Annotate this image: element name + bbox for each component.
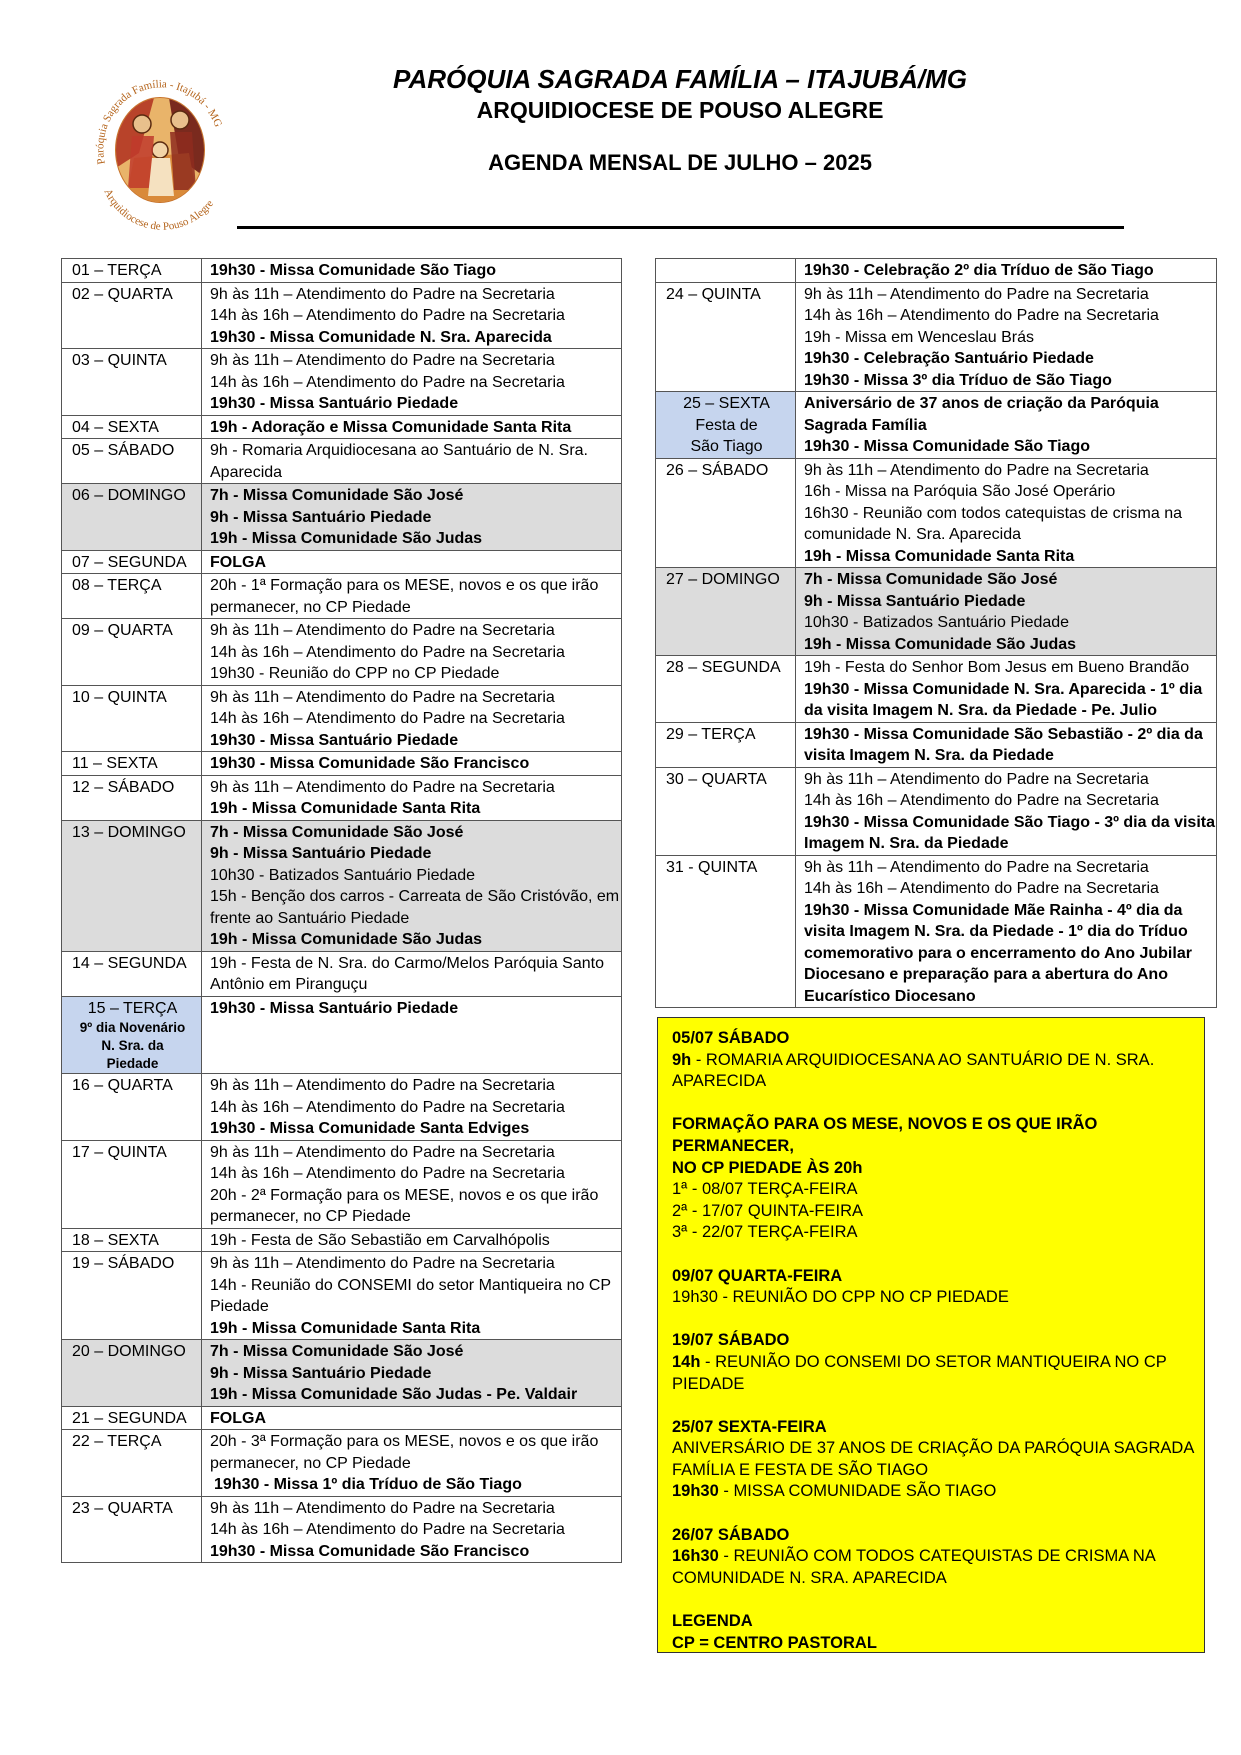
events-cell xyxy=(202,951,622,996)
events-cell xyxy=(796,259,1217,283)
event-line: 9h - Romaria Arquidiocesana ao Santuário de N. Sra. xyxy=(210,442,588,459)
day-label: 08 – TERÇA xyxy=(72,577,162,594)
highlight-block xyxy=(672,1330,1204,1395)
day-label: 24 – QUINTA xyxy=(666,285,761,303)
highlight-text: PIEDADE xyxy=(672,1374,745,1393)
header-divider xyxy=(237,226,1124,229)
highlight-line xyxy=(672,1330,1204,1352)
day-label: 03 – QUINTA xyxy=(72,352,167,369)
events-cell xyxy=(202,1496,622,1563)
archdiocese-title: ARQUIDIOCESE DE POUSO ALEGRE xyxy=(476,97,884,123)
event-line: 19h30 - Missa 3º dia Tríduo de São Tiago xyxy=(804,371,1112,389)
highlight-line xyxy=(672,1179,1204,1201)
event-line: 9h às 11h – Atendimento do Padre na Secretaria xyxy=(210,622,555,639)
agenda-title: AGENDA MENSAL DE JULHO – 2025 xyxy=(488,150,872,175)
agenda-row xyxy=(656,458,1217,568)
events-cell xyxy=(202,820,622,951)
highlight-line xyxy=(672,1028,1204,1050)
event-line: Diocesano e preparação para a abertura do Ano xyxy=(804,966,1168,983)
day-label: 25 – SEXTA xyxy=(683,395,770,412)
agenda-table-right xyxy=(655,258,1217,1008)
event-line: 9h - Missa Santuário Piedade xyxy=(210,845,432,862)
svg-text:Paróquia Sagrada Família - Ita: Paróquia Sagrada Família - Itajubá - MG xyxy=(94,78,225,166)
event-line: 14h às 16h – Atendimento do Padre na Secretaria xyxy=(210,643,565,661)
agenda-row xyxy=(62,439,622,484)
day-cell xyxy=(62,1252,202,1340)
agenda-row xyxy=(62,484,622,551)
event-line: Antônio em Piranguçu xyxy=(210,976,368,993)
day-cell xyxy=(62,259,202,283)
events-cell xyxy=(202,1430,622,1497)
day-note: São Tiago xyxy=(690,438,763,455)
event-line: 9h às 11h – Atendimento do Padre na Secretaria xyxy=(804,285,1149,303)
day-cell xyxy=(656,259,796,283)
day-cell xyxy=(62,1340,202,1407)
event-line: 19h30 - Missa Santuário Piedade xyxy=(210,731,459,749)
highlight-text: 14h xyxy=(672,1352,701,1371)
day-cell xyxy=(62,1140,202,1228)
event-line: 19h - Missa Comunidade São Judas xyxy=(210,931,483,948)
events-cell xyxy=(202,996,622,1074)
agenda-row xyxy=(62,1228,622,1252)
agenda-row xyxy=(62,550,622,574)
events-cell xyxy=(202,550,622,574)
event-line: 14h às 16h – Atendimento do Padre na Secretaria xyxy=(804,307,1159,324)
highlight-line xyxy=(672,1568,1204,1590)
agenda-row xyxy=(62,349,622,416)
events-cell xyxy=(202,1228,622,1252)
day-label: 09 – QUARTA xyxy=(72,622,173,639)
event-line: 19h - Missa Comunidade São Judas - Pe. Valdair xyxy=(210,1386,578,1403)
event-line: 7h - Missa Comunidade São José xyxy=(210,487,464,504)
day-cell xyxy=(62,619,202,686)
event-line: 9h - Missa Santuário Piedade xyxy=(804,592,1026,610)
agenda-row xyxy=(656,259,1217,283)
day-cell xyxy=(656,392,796,459)
highlight-block xyxy=(672,1114,1204,1244)
event-line: 19h30 - Missa Comunidade São Tiago xyxy=(210,262,496,279)
day-label: 28 – SEGUNDA xyxy=(666,659,781,676)
agenda-row xyxy=(62,1074,622,1141)
event-line: 19h30 - Missa Comunidade São Francisco xyxy=(210,755,530,772)
event-line: 19h30 - Celebração Santuário Piedade xyxy=(804,350,1094,367)
agenda-row xyxy=(62,996,622,1074)
day-cell xyxy=(62,282,202,349)
agenda-row xyxy=(656,722,1217,767)
highlight-block xyxy=(672,1417,1204,1503)
highlight-text: 25/07 SEXTA-FEIRA xyxy=(672,1417,827,1436)
day-cell xyxy=(656,458,796,568)
event-line: 14h às 16h – Atendimento do Padre na Secretaria xyxy=(210,373,565,391)
event-line: Eucarístico Diocesano xyxy=(804,987,976,1005)
day-cell xyxy=(62,685,202,752)
events-cell xyxy=(202,775,622,820)
events-cell xyxy=(202,1252,622,1340)
agenda-row xyxy=(62,259,622,283)
highlight-line xyxy=(672,1438,1204,1460)
events-cell xyxy=(202,349,622,416)
highlight-block xyxy=(672,1525,1204,1590)
day-label: 04 – SEXTA xyxy=(72,418,159,436)
event-line: FOLGA xyxy=(210,553,266,571)
event-line: visita Imagem N. Sra. da Piedade xyxy=(804,747,1054,764)
event-line: permanecer, no CP Piedade xyxy=(210,1454,411,1472)
highlight-line xyxy=(672,1525,1204,1547)
highlight-line xyxy=(672,1352,1204,1374)
event-line: da visita Imagem N. Sra. da Piedade - Pe. Julio xyxy=(804,702,1158,719)
highlight-text: - REUNIÃO DO CONSEMI DO SETOR MANTIQUEIRA NO CP xyxy=(700,1352,1167,1371)
highlight-line xyxy=(672,1417,1204,1439)
highlight-line xyxy=(672,1460,1204,1482)
highlight-line xyxy=(672,1546,1204,1568)
highlight-block xyxy=(672,1028,1204,1093)
agenda-table-left xyxy=(61,258,622,1563)
events-cell xyxy=(202,415,622,439)
event-line: 9h às 11h – Atendimento do Padre na Secretaria xyxy=(210,778,555,796)
highlight-line xyxy=(672,1287,1204,1309)
event-line: 9h às 11h – Atendimento do Padre na Secretaria xyxy=(210,1255,555,1272)
agenda-row xyxy=(656,855,1217,1008)
day-cell xyxy=(62,574,202,619)
agenda-row xyxy=(62,1340,622,1407)
event-line: 19h30 - Missa Comunidade N. Sra. Aparecida - 1º dia xyxy=(804,680,1203,698)
event-line: 14h - Reunião do CONSEMI do setor Mantiqueira no CP xyxy=(210,1276,612,1294)
agenda-row xyxy=(62,1406,622,1430)
event-line: permanecer, no CP Piedade xyxy=(210,1208,411,1225)
day-label: 11 – SEXTA xyxy=(72,755,158,772)
event-line: 19h - Missa Comunidade Santa Rita xyxy=(804,547,1075,565)
event-line: 14h às 16h – Atendimento do Padre na Secretaria xyxy=(210,1521,565,1538)
day-cell xyxy=(656,282,796,392)
events-cell xyxy=(202,752,622,776)
day-note: Piedade xyxy=(106,1056,159,1071)
event-line: 9h às 11h – Atendimento do Padre na Secretaria xyxy=(210,352,555,369)
agenda-row xyxy=(62,1496,622,1563)
events-cell xyxy=(202,1406,622,1430)
day-label: 19 – SÁBADO xyxy=(72,1255,175,1272)
agenda-row xyxy=(62,1252,622,1340)
highlight-block xyxy=(672,1266,1204,1309)
agenda-row xyxy=(656,568,1217,656)
event-line: 14h às 16h – Atendimento do Padre na Secretaria xyxy=(210,710,565,727)
events-cell xyxy=(796,282,1217,392)
highlight-line xyxy=(672,1222,1204,1244)
highlight-text: 09/07 QUARTA-FEIRA xyxy=(672,1266,843,1285)
event-line: 19h30 - Missa Comunidade São Tiago xyxy=(804,438,1090,455)
event-line: 15h - Benção dos carros - Carreata de São Cristóvão, em xyxy=(210,888,620,905)
day-label: 12 – SÁBADO xyxy=(72,778,175,796)
event-line: frente ao Santuário Piedade xyxy=(210,909,410,927)
day-label: 21 – SEGUNDA xyxy=(72,1409,187,1427)
highlight-text: ANIVERSÁRIO DE 37 ANOS DE CRIAÇÃO DA PARÓQUIA SAGRADA xyxy=(672,1439,1195,1458)
events-cell xyxy=(202,619,622,686)
event-line: 19h30 - Missa Comunidade São Tiago - 3º dia da visita xyxy=(804,813,1215,831)
day-cell xyxy=(62,1406,202,1430)
event-line: FOLGA xyxy=(210,1409,266,1427)
event-line: permanecer, no CP Piedade xyxy=(210,598,411,616)
event-line: Aniversário de 37 anos de criação da Paróquia xyxy=(804,395,1159,412)
day-note: Festa de xyxy=(695,416,758,434)
event-line: comemorativo para o encerramento do Ano Jubilar xyxy=(804,944,1192,962)
day-cell xyxy=(62,415,202,439)
event-line: visita Imagem N. Sra. da Piedade - 1º dia do Tríduo xyxy=(804,923,1188,940)
event-line: 16h30 - Reunião com todos catequistas de crisma na xyxy=(804,504,1182,522)
event-line: 14h às 16h – Atendimento do Padre na Secretaria xyxy=(804,880,1159,897)
agenda-row xyxy=(62,415,622,439)
legend xyxy=(672,1611,1204,1654)
event-line: 14h às 16h – Atendimento do Padre na Secretaria xyxy=(210,1098,565,1116)
event-line: 9h às 11h – Atendimento do Padre na Secretaria xyxy=(210,1077,555,1094)
event-line: 19h - Missa em Wenceslau Brás xyxy=(804,328,1035,346)
highlight-line xyxy=(672,1158,1204,1180)
highlight-line xyxy=(672,1114,1204,1157)
event-line: 19h - Missa Comunidade São Judas xyxy=(210,530,483,547)
events-cell xyxy=(202,1074,622,1141)
highlight-text: 3ª - 22/07 TERÇA-FEIRA xyxy=(672,1223,858,1242)
svg-text:Arquidiocese de Pouso Alegre: Arquidiocese de Pouso Alegre xyxy=(101,186,217,233)
day-cell xyxy=(62,484,202,551)
events-cell xyxy=(202,439,622,484)
agenda-row xyxy=(62,951,622,996)
event-line: 9h - Missa Santuário Piedade xyxy=(210,508,432,526)
day-label: 05 – SÁBADO xyxy=(72,442,175,459)
highlight-text: - MISSA COMUNIDADE SÃO TIAGO xyxy=(718,1482,997,1501)
highlight-text: 19h30 - REUNIÃO DO CPP NO CP PIEDADE xyxy=(672,1288,1009,1307)
day-cell xyxy=(62,1074,202,1141)
agenda-row xyxy=(62,619,622,686)
agenda-row xyxy=(62,574,622,619)
agenda-row xyxy=(62,1140,622,1228)
events-cell xyxy=(202,1140,622,1228)
event-line: 19h - Missa Comunidade São Judas xyxy=(804,635,1077,653)
agenda-row xyxy=(62,775,622,820)
event-line: 19h30 - Reunião do CPP no CP Piedade xyxy=(210,665,500,682)
day-cell xyxy=(62,1496,202,1563)
event-line: 14h às 16h – Atendimento do Padre na Secretaria xyxy=(804,792,1159,809)
event-line: 19h - Missa Comunidade Santa Rita xyxy=(210,800,481,817)
highlight-text: - REUNIÃO COM TODOS CATEQUISTAS DE CRISMA NA xyxy=(718,1547,1156,1566)
parish-logo xyxy=(84,58,234,243)
day-cell xyxy=(656,767,796,855)
event-line: 9h às 11h – Atendimento do Padre na Secretaria xyxy=(210,1143,555,1161)
day-cell xyxy=(62,996,202,1074)
day-label: 30 – QUARTA xyxy=(666,770,767,788)
day-label: 13 – DOMINGO xyxy=(72,823,186,841)
parish-title: PARÓQUIA SAGRADA FAMÍLIA – ITAJUBÁ/MG xyxy=(393,64,967,94)
agenda-row xyxy=(656,392,1217,459)
event-line: 19h30 - Missa Comunidade N. Sra. Aparecida xyxy=(210,328,552,346)
highlight-text: 16h30 xyxy=(672,1547,719,1566)
event-line: 14h às 16h – Atendimento do Padre na Secretaria xyxy=(210,1165,565,1182)
events-cell xyxy=(202,484,622,551)
events-cell xyxy=(202,1340,622,1407)
event-line: 20h - 3ª Formação para os MESE, novos e os que irão xyxy=(210,1433,599,1450)
highlight-line xyxy=(672,1374,1204,1396)
event-line: 9h às 11h – Atendimento do Padre na Secretaria xyxy=(210,688,555,706)
day-cell xyxy=(656,855,796,1008)
day-note: N. Sra. da xyxy=(101,1038,164,1053)
day-label: 06 – DOMINGO xyxy=(72,487,186,504)
event-line: 19h30 - Missa 1º dia Tríduo de São Tiago xyxy=(214,1476,522,1493)
event-line: 19h - Missa Comunidade Santa Rita xyxy=(210,1319,481,1337)
event-line: 7h - Missa Comunidade São José xyxy=(804,571,1058,588)
event-line: Sagrada Família xyxy=(804,416,927,434)
event-line: 19h30 - Missa Santuário Piedade xyxy=(210,999,459,1017)
event-line: 9h às 11h – Atendimento do Padre na Secretaria xyxy=(804,461,1149,479)
events-cell xyxy=(796,767,1217,855)
highlight-text: FORMAÇÃO PARA OS MESE, NOVOS E OS QUE IRÃO PERMANECER, xyxy=(672,1115,1098,1155)
event-line: 19h30 - Celebração 2º dia Tríduo de São Tiago xyxy=(804,262,1154,279)
highlight-text: APARECIDA xyxy=(672,1072,767,1091)
event-line: 9h às 11h – Atendimento do Padre na Secretaria xyxy=(804,858,1149,876)
event-line: 7h - Missa Comunidade São José xyxy=(210,1343,464,1360)
agenda-row xyxy=(62,282,622,349)
day-cell xyxy=(656,656,796,723)
agenda-row xyxy=(656,767,1217,855)
event-line: 9h às 11h – Atendimento do Padre na Secretaria xyxy=(210,1499,555,1517)
agenda-row xyxy=(62,752,622,776)
day-label: 14 – SEGUNDA xyxy=(72,954,187,972)
events-cell xyxy=(796,568,1217,656)
event-line: 9h às 11h – Atendimento do Padre na Secretaria xyxy=(804,770,1149,788)
event-line: Imagem N. Sra. da Piedade xyxy=(804,835,1009,852)
highlight-line xyxy=(672,1481,1204,1503)
day-label: 07 – SEGUNDA xyxy=(72,553,187,571)
event-line: 19h - Festa de N. Sra. do Carmo/Melos Paróquia Santo xyxy=(210,954,604,972)
day-label: 01 – TERÇA xyxy=(72,262,162,279)
day-cell xyxy=(62,951,202,996)
event-line: 14h às 16h – Atendimento do Padre na Secretaria xyxy=(210,307,565,324)
highlights-box xyxy=(657,1017,1205,1653)
legend-title: LEGENDA xyxy=(672,1612,753,1631)
events-cell xyxy=(202,574,622,619)
event-line: 19h30 - Missa Comunidade São Sebastião - 2º dia da xyxy=(804,725,1203,743)
event-line: 19h30 - Missa Comunidade Santa Edviges xyxy=(210,1120,530,1137)
day-label: 23 – QUARTA xyxy=(72,1499,173,1517)
events-cell xyxy=(796,458,1217,568)
event-line: 10h30 - Batizados Santuário Piedade xyxy=(804,614,1070,631)
day-label: 10 – QUINTA xyxy=(72,688,167,706)
day-label: 29 – TERÇA xyxy=(666,725,756,743)
event-line: 10h30 - Batizados Santuário Piedade xyxy=(210,866,476,884)
day-label: 27 – DOMINGO xyxy=(666,571,780,588)
event-line: 19h - Adoração e Missa Comunidade Santa Rita xyxy=(210,418,572,436)
agenda-row xyxy=(656,282,1217,392)
highlight-text: - ROMARIA ARQUIDIOCESANA AO SANTUÁRIO DE N. SRA. xyxy=(691,1050,1155,1069)
highlight-line xyxy=(672,1050,1204,1072)
day-cell xyxy=(62,775,202,820)
day-cell xyxy=(62,1430,202,1497)
event-line: 9h às 11h – Atendimento do Padre na Secretaria xyxy=(210,285,555,303)
day-label: 20 – DOMINGO xyxy=(72,1343,186,1360)
event-line: Aparecida xyxy=(210,463,283,481)
events-cell xyxy=(202,282,622,349)
highlight-line xyxy=(672,1071,1204,1093)
highlight-text: 9h xyxy=(672,1050,692,1069)
events-cell xyxy=(796,656,1217,723)
highlight-text: COMUNIDADE N. SRA. APARECIDA xyxy=(672,1568,947,1587)
day-label: 31 - QUINTA xyxy=(666,858,758,876)
highlight-text: NO CP PIEDADE ÀS 20h xyxy=(672,1158,863,1177)
day-label: 22 – TERÇA xyxy=(72,1433,162,1450)
day-cell xyxy=(62,752,202,776)
events-cell xyxy=(796,392,1217,459)
highlight-text: 19/07 SÁBADO xyxy=(672,1331,790,1350)
event-line: 16h - Missa na Paróquia São José Operário xyxy=(804,483,1116,500)
highlight-text: 05/07 SÁBADO xyxy=(672,1029,790,1047)
event-line: 20h - 1ª Formação para os MESE, novos e os que irão xyxy=(210,577,599,594)
event-line: 7h - Missa Comunidade São José xyxy=(210,823,464,841)
agenda-row xyxy=(656,656,1217,723)
day-cell xyxy=(656,568,796,656)
highlight-line xyxy=(672,1266,1204,1288)
day-cell xyxy=(62,439,202,484)
event-line: 19h - Festa de São Sebastião em Carvalhópolis xyxy=(210,1231,550,1249)
event-line: 19h30 - Missa Comunidade Mãe Rainha - 4º dia da xyxy=(804,901,1183,919)
event-line: 9h - Missa Santuário Piedade xyxy=(210,1364,432,1382)
day-cell xyxy=(62,349,202,416)
events-cell xyxy=(202,685,622,752)
event-line: comunidade N. Sra. Aparecida xyxy=(804,526,1022,543)
highlight-text: 26/07 SÁBADO xyxy=(672,1525,790,1544)
day-cell xyxy=(62,550,202,574)
events-cell xyxy=(796,855,1217,1008)
highlight-text: 1ª - 08/07 TERÇA-FEIRA xyxy=(672,1180,858,1199)
highlight-line xyxy=(672,1201,1204,1223)
day-label: 18 – SEXTA xyxy=(72,1231,159,1249)
event-line: 19h - Festa do Senhor Bom Jesus em Bueno Brandão xyxy=(804,659,1190,676)
event-line: 19h30 - Missa Comunidade São Francisco xyxy=(210,1542,530,1560)
day-label: 15 – TERÇA xyxy=(87,999,178,1017)
highlight-text: FAMÍLIA E FESTA DE SÃO TIAGO xyxy=(672,1460,929,1479)
day-note: 9º dia Novenário xyxy=(79,1020,186,1035)
events-cell xyxy=(796,722,1217,767)
day-cell xyxy=(62,820,202,951)
day-cell xyxy=(62,1228,202,1252)
event-line: Piedade xyxy=(210,1298,269,1315)
day-label: 17 – QUINTA xyxy=(72,1143,167,1161)
legend-text: CP = CENTRO PASTORAL xyxy=(672,1633,877,1652)
day-cell xyxy=(656,722,796,767)
agenda-row xyxy=(62,1430,622,1497)
agenda-row xyxy=(62,685,622,752)
event-line: 19h30 - Missa Santuário Piedade xyxy=(210,395,459,412)
highlight-text: 19h30 xyxy=(672,1482,719,1501)
highlight-text: 2ª - 17/07 QUINTA-FEIRA xyxy=(672,1201,864,1220)
event-line: 20h - 2ª Formação para os MESE, novos e os que irão xyxy=(210,1186,599,1204)
events-cell xyxy=(202,259,622,283)
agenda-row xyxy=(62,820,622,951)
day-label: 16 – QUARTA xyxy=(72,1077,173,1094)
day-label: 26 – SÁBADO xyxy=(666,461,769,479)
day-label: 02 – QUARTA xyxy=(72,285,173,303)
